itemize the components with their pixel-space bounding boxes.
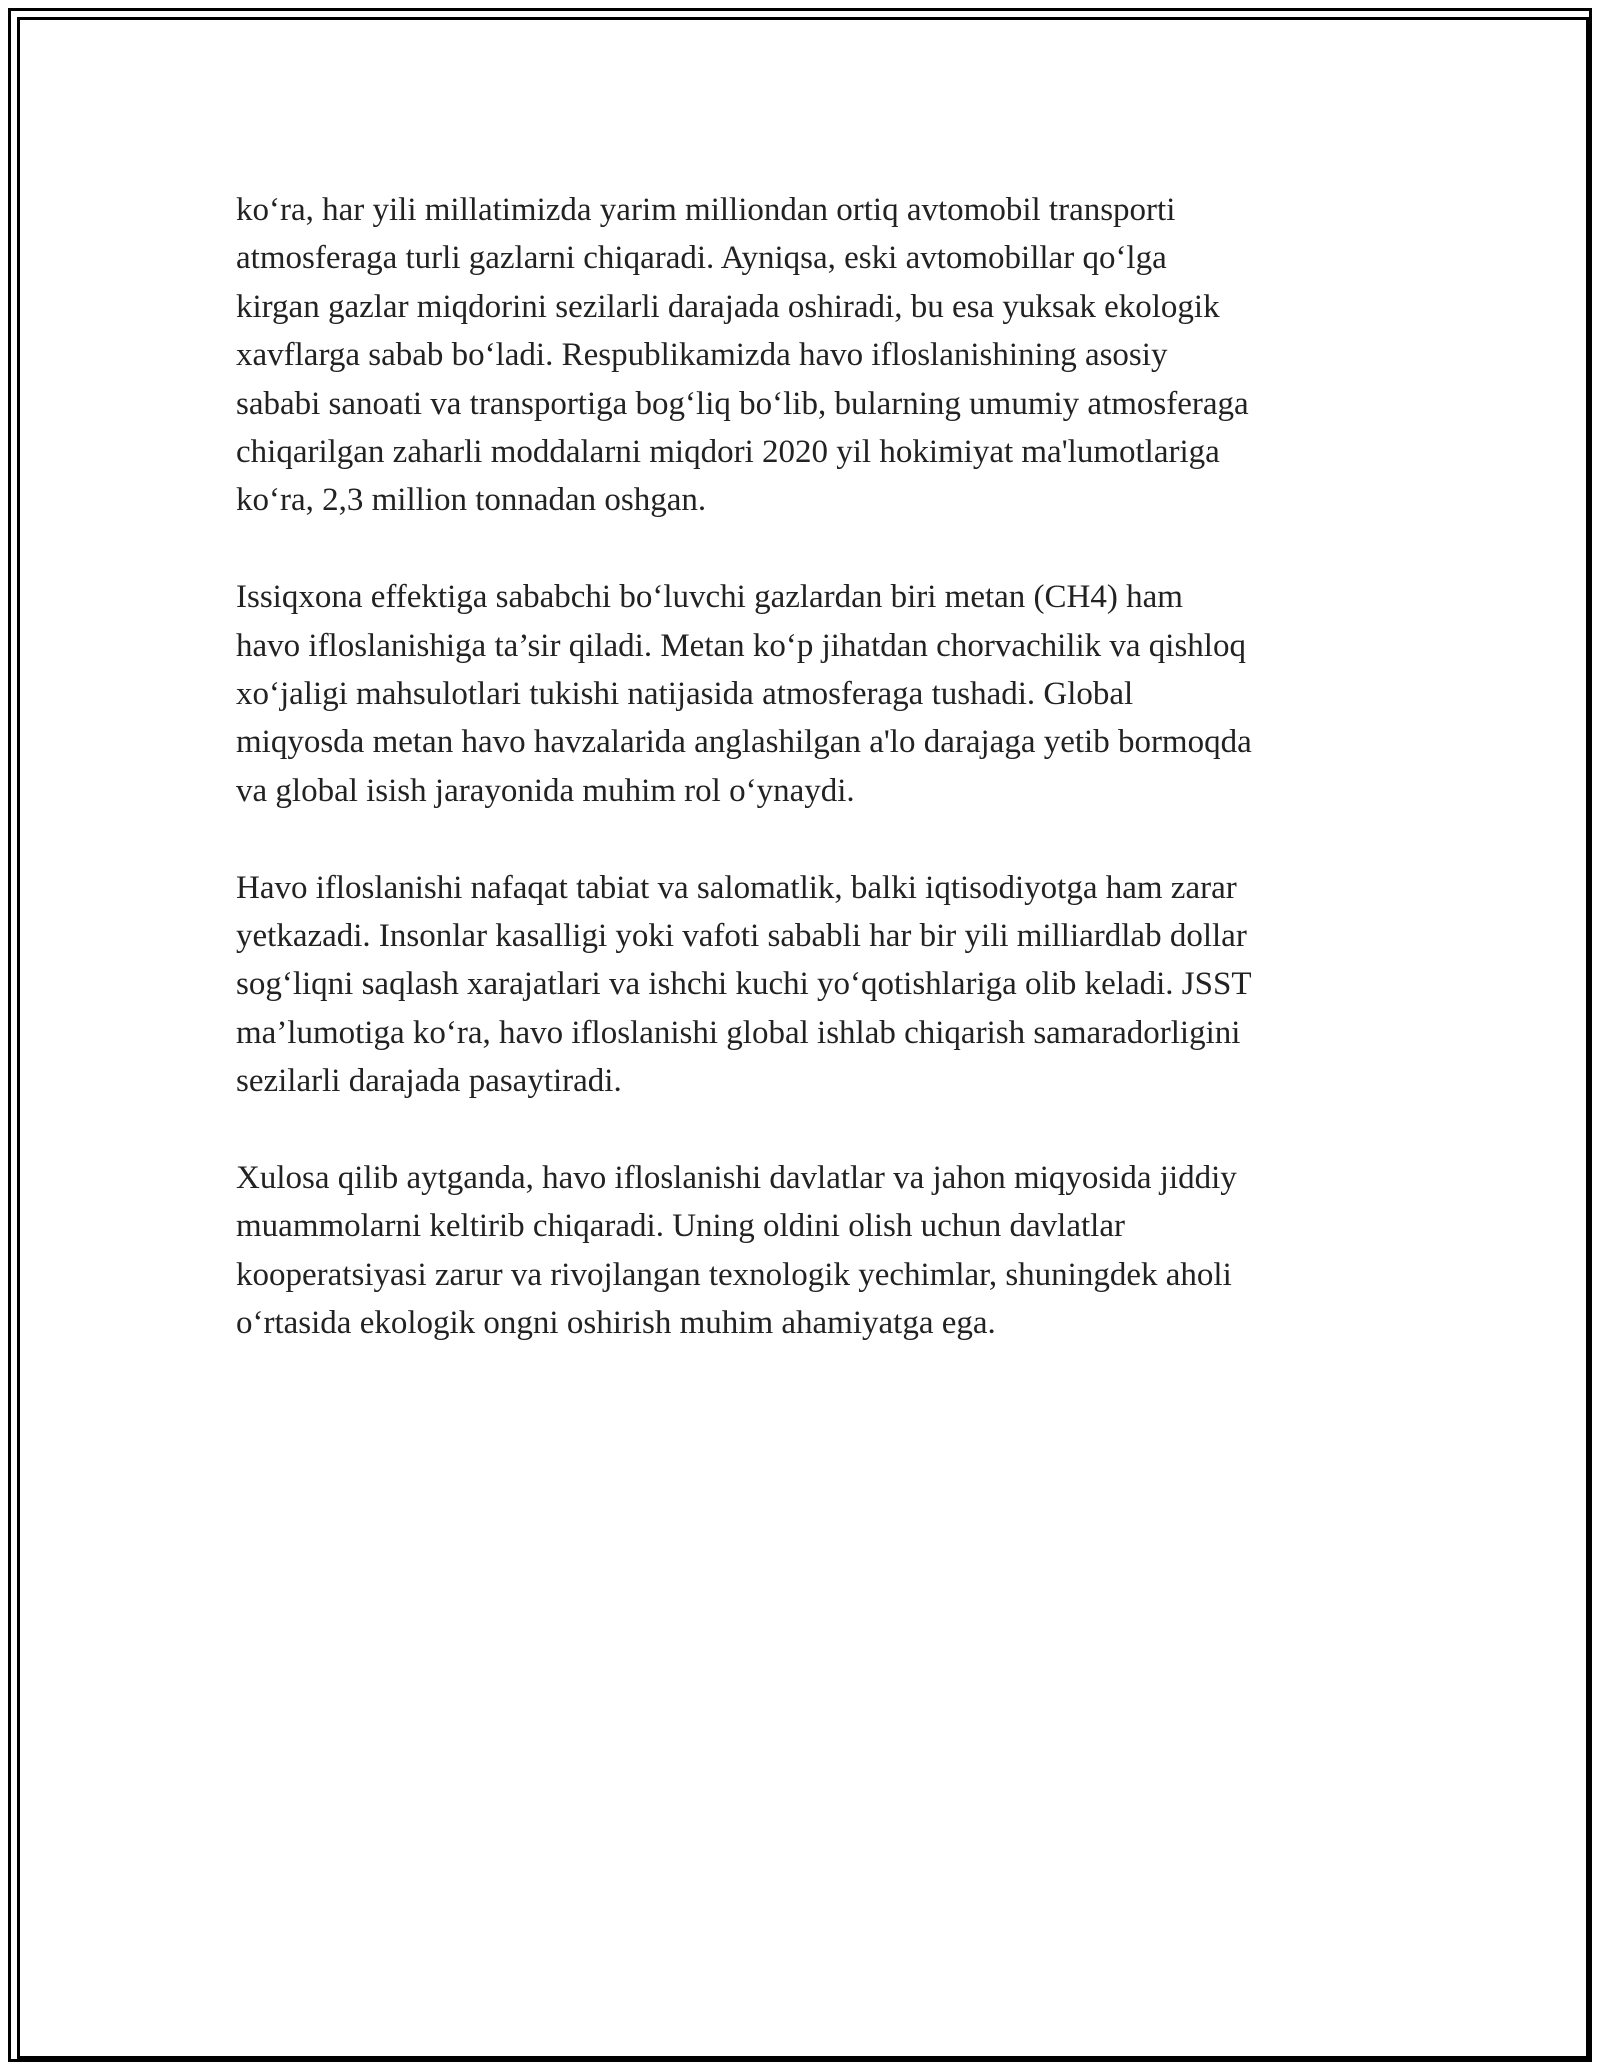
- text-line: kirgan gazlar miqdorini sezilarli darajada oshiradi, bu esa yuksak ekologik: [236, 288, 1220, 325]
- paragraph-methane: [236, 573, 1386, 815]
- text-line: ma’lumotiga ko‘ra, havo ifloslanishi global ishlab chiqarish samaradorligini: [236, 1014, 1241, 1051]
- text-line: atmosferaga turli gazlarni chiqaradi. Ayniqsa, eski avtomobillar qo‘lga: [236, 240, 1167, 277]
- text-line: xavflarga sabab bo‘ladi. Respublikamizda havo ifloslanishining asosiy: [236, 337, 1168, 374]
- text-line: Havo ifloslanishi nafaqat tabiat va salomatlik, balki iqtisodiyotga ham zarar: [236, 869, 1237, 906]
- text-line: xo‘jaligi mahsulotlari tukishi natijasida atmosferaga tushadi. Global: [236, 676, 1134, 713]
- text-line: sababi sanoati va transportiga bog‘liq bo‘lib, bularning umumiy atmosferaga: [236, 385, 1249, 422]
- document-body: [236, 186, 1386, 1396]
- paragraph-economic-impact: [236, 864, 1386, 1106]
- text-line: havo ifloslanishiga ta’sir qiladi. Metan ko‘p jihatdan chorvachilik va qishloq: [236, 627, 1246, 664]
- paragraph-vehicle-emissions: [236, 186, 1386, 525]
- text-line: ko‘ra, har yili millatimizda yarim milliondan ortiq avtomobil transporti: [236, 192, 1176, 228]
- text-line: muammolarni keltirib chiqaradi. Uning oldini olish uchun davlatlar: [236, 1208, 1125, 1245]
- text-line: ko‘ra, 2,3 million tonnadan oshgan.: [236, 482, 707, 519]
- text-line: sezilarli darajada pasaytiradi.: [236, 1063, 622, 1100]
- text-line: sog‘liqni saqlash xarajatlari va ishchi kuchi yo‘qotishlariga olib keladi. JSST: [236, 966, 1252, 1003]
- text-line: miqyosda metan havo havzalarida anglashilgan a'lo darajaga yetib bormoqda: [236, 724, 1252, 761]
- text-line: yetkazadi. Insonlar kasalligi yoki vafoti sababli har bir yili milliardlab dollar: [236, 918, 1247, 955]
- text-line: Issiqxona effektiga sababchi bo‘luvchi gazlardan biri metan (CH4) ham: [236, 579, 1183, 616]
- text-line: o‘rtasida ekologik ongni oshirish muhim ahamiyatga ega.: [236, 1305, 996, 1342]
- text-line: kooperatsiyasi zarur va rivojlangan texnologik yechimlar, shuningdek aholi: [236, 1256, 1232, 1293]
- text-line: va global isish jarayonida muhim rol o‘ynaydi.: [236, 772, 855, 809]
- paragraph-conclusion: [236, 1154, 1386, 1348]
- text-line: Xulosa qilib aytganda, havo ifloslanishi davlatlar va jahon miqyosida jiddiy: [236, 1160, 1237, 1197]
- text-line: chiqarilgan zaharli moddalarni miqdori 2020 yil hokimiyat ma'lumotlariga: [236, 434, 1220, 471]
